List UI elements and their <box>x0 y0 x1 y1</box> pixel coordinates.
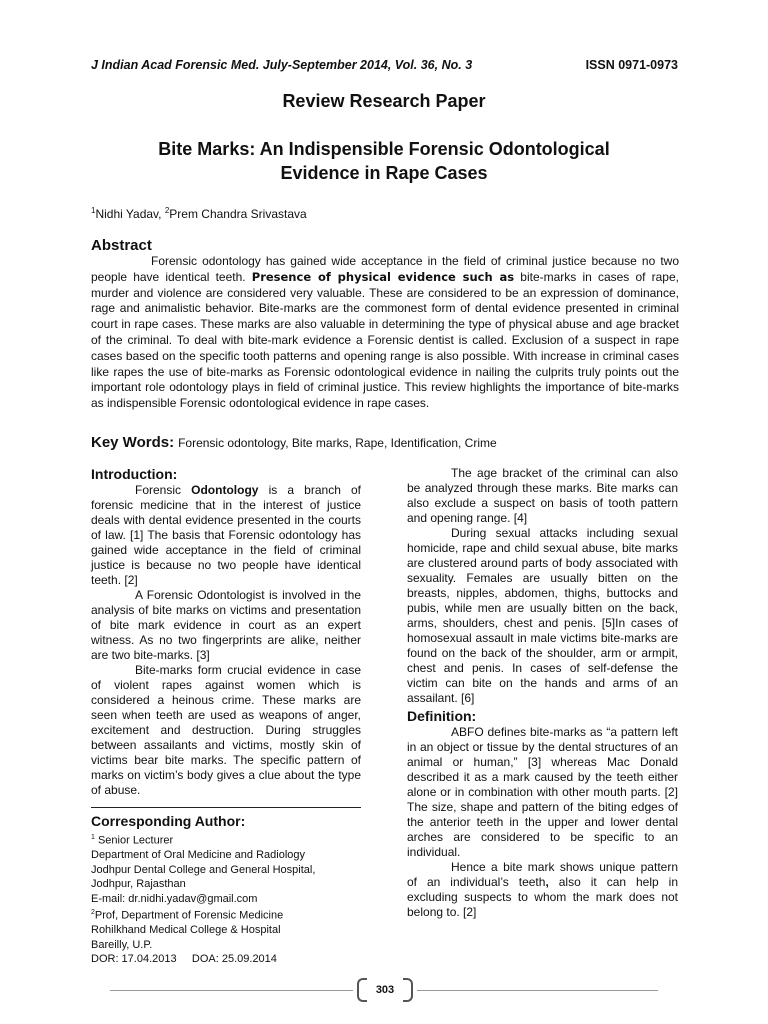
footer-rule-left <box>110 990 353 991</box>
issn: ISSN 0971-0973 <box>585 58 678 72</box>
definition-heading: Definition: <box>407 708 477 724</box>
page-number: 303 <box>375 984 395 996</box>
definition-paragraph-1: ABFO defines bite-marks as “a pattern left in an object or tissue by the dental structures of an animal or human,” [3] whereas Mac Donald described it as a mark caused by the teeth either alone or in combination with other mouth parts. [2] The size, shape and pattern of the biting edges of the anterior teeth in the upper and lower dental arches are considered to be specific to an individual. <box>407 725 678 859</box>
journal-citation: J Indian Acad Forensic Med. July-September 2014, Vol. 36, No. 3 <box>91 58 473 72</box>
abstract-bold-phrase: Presence of physical evidence such as <box>251 269 515 284</box>
intro-paragraph-3: Bite-marks form crucial evidence in case of violent rapes against women which is considered a heinous crime. These marks are seen when teeth are used as weapons of anger, excitement and destruction. During struggles between assailants and victims, mostly skin of victims bear bite marks. The specific pattern of marks on victim’s body gives a clue about the type of abuse. <box>91 663 361 797</box>
author-1-title: Senior Lecturer <box>94 834 174 847</box>
corresponding-author-details: $^1$ Senior Lecturer Department of Oral Medicine and Radiology Jodhpur Dental College and General Hospital, Jodhpur, Rajasthan E-mail: dr.nidhi.yadav@gmail.com $^2$Prof, Department of Forensic Medicine Rohilkhand Medical College & Hospital Bareilly, U.P. DOR: 17.04.2013 DOA: 25.09.2014 <box>91 831 361 967</box>
introduction-body <box>91 483 361 798</box>
bracket-right-icon <box>403 978 413 1002</box>
introduction-heading: Introduction: <box>91 466 178 482</box>
abstract-text-1: Forensic odontology has gained wide acceptance in the field of criminal justice because no two people have identical teeth. <box>91 254 679 284</box>
title-line-1: Bite Marks: An Indispensible Forensic Odontological <box>158 139 610 159</box>
right-paragraph-1: The age bracket of the criminal can also be analyzed through these marks. Bite marks can also exclude a suspect on basis of tooth pattern and opening range. [4] <box>407 466 678 525</box>
dates <box>91 952 361 967</box>
corresponding-author-heading: Corresponding Author: <box>91 813 246 829</box>
section-divider <box>91 807 361 808</box>
odontology-term: Odontology <box>191 483 259 497</box>
author-1-college: Jodhpur Dental College and General Hospital, <box>91 863 316 876</box>
title-line-2: Evidence in Rape Cases <box>280 163 488 183</box>
author-1-department: Department of Oral Medicine and Radiology <box>91 849 306 862</box>
right-column-body <box>407 466 678 706</box>
date-of-receipt: DOR: 17.04.2013 <box>91 953 177 966</box>
author-email: E-mail: dr.nidhi.yadav@gmail.com <box>91 892 258 905</box>
bracket-left-icon <box>357 978 367 1002</box>
paper-title <box>110 137 658 185</box>
author-2-department: Prof, Department of Forensic Medicine <box>94 909 284 922</box>
keywords <box>91 434 497 452</box>
author-2-name: Prem Chandra Srivastava <box>169 207 307 221</box>
author-2-location: Bareilly, U.P. <box>91 938 153 951</box>
definition-paragraph-2: Hence a bite mark shows unique pattern of an individual’s teeth, also it can help in excluding suspects to whom the mark does not belong to. [2] <box>407 860 679 919</box>
author-2-college: Rohilkhand Medical College & Hospital <box>91 924 281 937</box>
date-of-acceptance: DOA: 25.09.2014 <box>191 953 277 966</box>
author-list <box>91 206 307 221</box>
author-1-name: Nidhi Yadav, <box>95 207 165 221</box>
footer-rule-right <box>417 990 658 991</box>
abstract-body <box>91 254 679 412</box>
keywords-label: Key Words: <box>91 434 175 451</box>
intro-paragraph-1: Forensic Odontology is a branch of forensic medicine that in the interest of justice deals with dental evidence presented in the courts of law. [1] The basis that Forensic odontology has gained wide acceptance in the field of criminal justice is because no two people have identical teeth. [2] <box>91 483 361 587</box>
page-number-box <box>357 978 413 1004</box>
intro-paragraph-2: A Forensic Odontologist is involved in the analysis of bite marks on victims and presentation of bite mark evidence in court as an expert witness. As no two fingerprints are alike, neither are two bite-marks. [3] <box>91 588 361 662</box>
author-2-affiliation: 2 <box>164 206 170 215</box>
author-1-location: Jodhpur, Rajasthan <box>91 878 186 891</box>
keywords-text: Forensic odontology, Bite marks, Rape, Identification, Crime <box>178 436 497 450</box>
abstract-text-2: bite-marks in cases of rape, murder and violence are considered very valuable. These are considered to be an expression of dominance, rage and animalistic behavior. Bite-marks are the commonest form of dental evidence presented in criminal court in rape cases. These marks are also valuable in determining the type of physical abuse and age bracket of the criminal. To deal with bite-mark evidence a Forensic dentist is called. Exclusion of a suspect in rape cases based on the specific tooth patterns and opening range is also possible. With increase in criminal cases like rapes the use of bite-marks as Forensic odontological evidence in nailing the culprits truly points out the important role odontology plays in field of criminal justice. This review highlights the importance of bite-marks as indispensible Forensic odontological evidence in rape cases. <box>91 269 679 411</box>
right-paragraph-2: During sexual attacks including sexual homicide, rape and child sexual abuse, bite marks are clustered around parts of body associated with sexuality. Females are usually bitten on the breasts, nipples, abdomen, thighs, buttocks and pubis, while men are usually bitten on the back, arms, shoulders, chest and penis. [5]In cases of homosexual assault in male victims bite-marks are found on the back of the shoulder, arm or armpit, chest and penis. In cases of self-defense the victim can bite on the hands and arms of an assailant. [6] <box>407 526 678 705</box>
paper-type: Review Research Paper <box>282 91 486 111</box>
left-column <box>91 466 361 967</box>
abstract-heading: Abstract <box>91 237 152 254</box>
right-column <box>407 466 678 920</box>
definition-body <box>407 725 678 920</box>
author-1-affiliation: 1 <box>91 206 96 215</box>
